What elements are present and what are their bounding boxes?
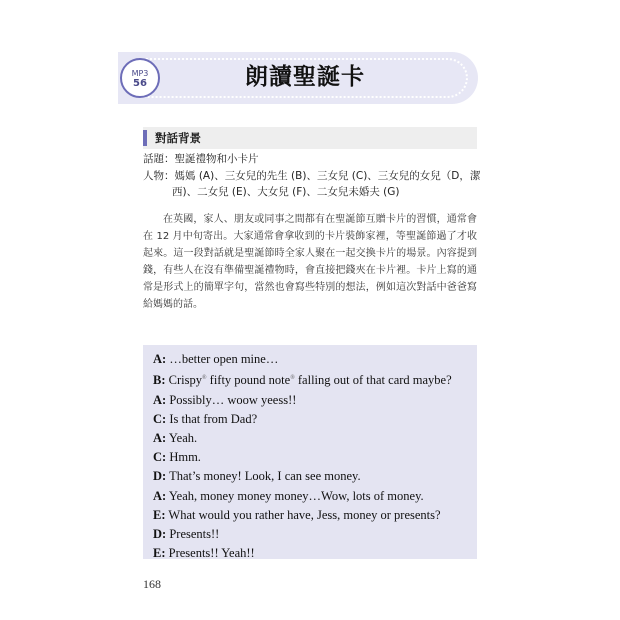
dialogue-line <box>153 448 477 467</box>
speaker-label: C: <box>153 450 167 465</box>
registered-mark: ® <box>290 375 295 382</box>
dialogue-text: That’s money! Look, I can see money. <box>169 469 361 484</box>
dialogue-line <box>153 544 477 563</box>
page-number: 168 <box>143 577 161 591</box>
dialogue-line <box>153 391 477 410</box>
mp3-label: MP3 <box>131 69 149 78</box>
mp3-track-badge <box>120 58 160 98</box>
dialogue-line <box>153 350 477 369</box>
dialogue-line <box>153 525 477 544</box>
dialogue-text: …better open mine… <box>169 352 279 366</box>
dialogue-text: Presents!! Yeah!! <box>168 546 255 561</box>
speaker-label: E: <box>153 507 166 522</box>
dialogue-box <box>143 345 477 559</box>
dialogue-text: Yeah. <box>168 430 198 445</box>
section-accent-bar <box>143 130 147 146</box>
speaker-label: A: <box>153 430 167 445</box>
dialogue-text: Presents!! <box>169 526 220 541</box>
mp3-track-number: 56 <box>133 78 147 89</box>
characters-line-1: 人物：媽媽 (A)、三女兒的先生 (B)、三女兒 (C)、三女兒的女兒（D，潔 <box>143 170 481 182</box>
dialogue-line <box>153 467 477 486</box>
page-title: 朗讀聖誕卡 <box>245 64 365 90</box>
dialogue-line <box>153 487 477 506</box>
speaker-label: D: <box>153 526 167 541</box>
dialogue-text: Is that from Dad? <box>169 411 258 426</box>
topic-line: 話題：聖誕禮物和小卡片 <box>143 153 259 165</box>
dialogue-line <box>153 369 477 390</box>
dialogue-line <box>153 506 477 525</box>
dialogue-line <box>153 429 477 448</box>
dialogue-text: falling out of that card maybe? <box>294 373 452 388</box>
section-header-label: 對話背景 <box>155 131 201 145</box>
speaker-label: B: <box>153 373 166 388</box>
background-paragraph: 在英國，家人、朋友或同事之間都有在聖誕節互贈卡片的習慣，通常會在 12 月中旬寄出。大家通常會拿收到的卡片裝飾家裡，等聖誕節過了才收起來。這一段對話就是聖誕節時全家人聚在一起交換卡片的場景。內容提到錢，有些人在沒有準備聖誕禮物時，會直接把錢夾在卡片裡。卡片上寫的通常是形式上的簡單字句，當然也會寫些特別的想法，例如這次對話中爸爸寫給媽媽的話。 <box>143 214 477 310</box>
dialogue-text: Yeah, money money money…Wow, lots of money. <box>168 488 424 503</box>
dialogue-text: What would you rather have, Jess, money or presents? <box>168 507 441 522</box>
speaker-label: A: <box>153 352 167 366</box>
speaker-label: A: <box>153 488 167 503</box>
characters-line-2: 西)、二女兒 (E)、大女兒 (F)、二女兒未婚夫 (G) <box>172 186 400 198</box>
dialogue-text: Hmm. <box>169 450 201 465</box>
section-header <box>143 127 477 149</box>
dialogue-text: Possibly… woow yeess!! <box>169 392 297 407</box>
dialogue-line <box>153 410 477 429</box>
speaker-label: A: <box>153 392 167 407</box>
speaker-label: D: <box>153 469 167 484</box>
dialogue-text: fifty pound note <box>206 373 291 388</box>
registered-mark: ® <box>201 375 207 382</box>
dialogue-text: Crispy <box>168 373 202 388</box>
speaker-label: C: <box>153 411 167 426</box>
speaker-label: E: <box>153 546 166 561</box>
